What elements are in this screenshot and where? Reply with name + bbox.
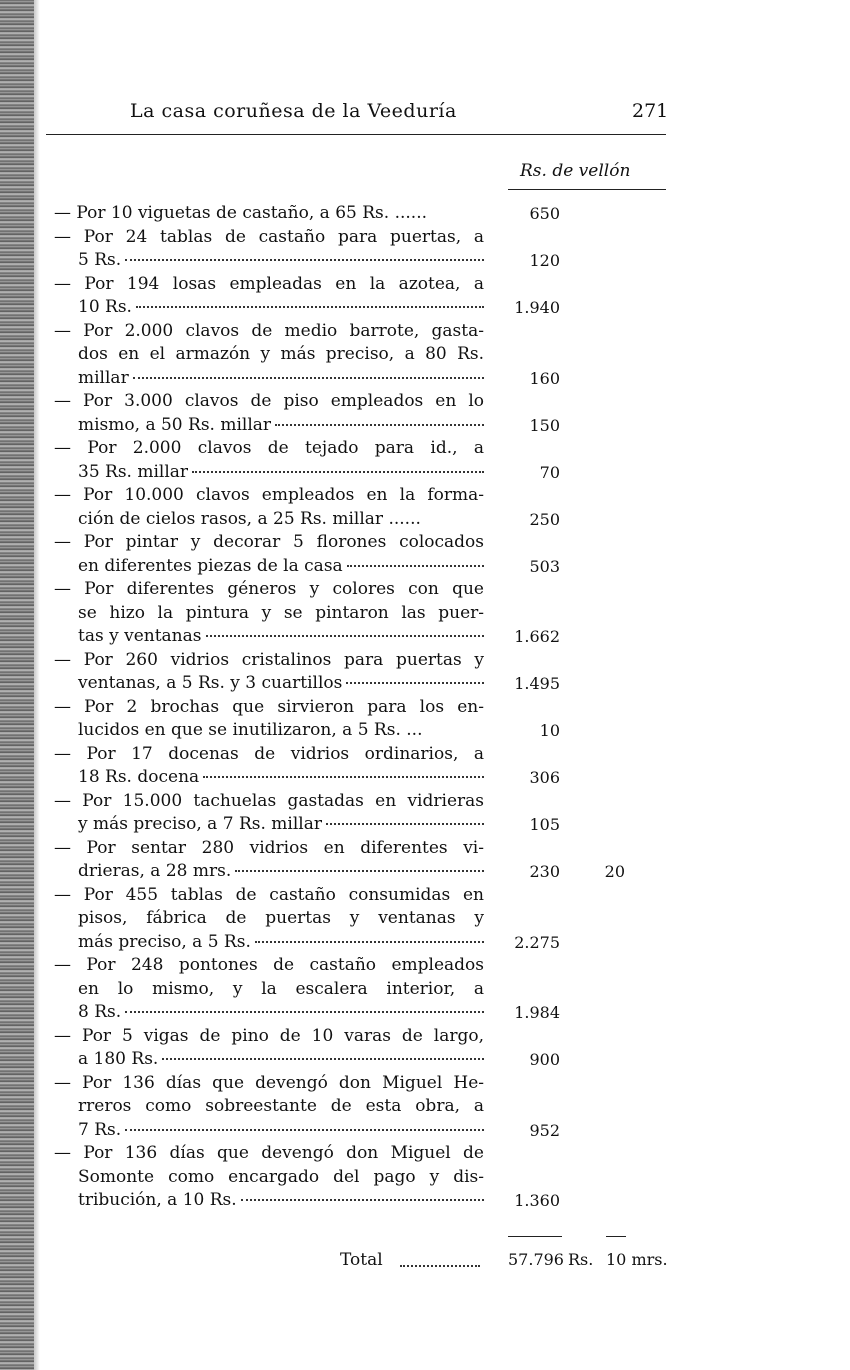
- entry-line-with-leader: [54, 1001, 484, 1025]
- entry-text: — Por 10.000 clavos empleados en la forma-: [54, 485, 484, 505]
- total-label: Total: [340, 1250, 383, 1270]
- entry-text: — Por 248 pontones de castaño empleados: [54, 955, 484, 975]
- dot-leader: [235, 869, 484, 872]
- expense-entry: [54, 1142, 484, 1213]
- entry-text: 8 Rs.: [78, 1002, 122, 1022]
- dot-leader: [347, 564, 484, 567]
- expense-entry: [54, 578, 484, 649]
- entry-text: dos en el armazón y más preciso, a 80 Rs.: [78, 344, 484, 364]
- expense-entry: [54, 390, 484, 437]
- expense-entry: [54, 202, 484, 226]
- total-rs-value: 57.796: [508, 1250, 564, 1269]
- entry-text: — Por sentar 280 vidrios en diferentes vi-: [54, 837, 484, 858]
- entry-text: lucidos en que se inutilizaron, a 5 Rs. ...: [78, 720, 423, 740]
- entry-text: 5 Rs.: [78, 250, 122, 270]
- dot-leader: [162, 1057, 484, 1060]
- entry-line-with-leader: [54, 625, 484, 649]
- entry-text: — Por 2 brochas que sirvieron para los en-: [54, 696, 484, 717]
- entry-text: pisos, fábrica de puertas y ventanas y: [78, 908, 484, 928]
- expense-entry: [54, 743, 484, 790]
- entry-text: en diferentes piezas de la casa: [78, 555, 343, 576]
- entry-amount-rs: 650: [529, 204, 560, 223]
- entry-line-with-leader: [54, 296, 484, 320]
- entry-text: ventanas, a 5 Rs. y 3 cuartillos: [78, 673, 343, 693]
- entry-amount-rs: 105: [529, 815, 560, 834]
- expense-entry: [54, 837, 484, 884]
- entry-text: — Por 3.000 clavos de piso empleados en lo: [54, 391, 484, 411]
- entry-text: rreros como sobreestante de esta obra, a: [78, 1096, 484, 1116]
- entry-line-with-leader: [54, 1189, 484, 1213]
- entry-amount-rs: 230: [529, 862, 560, 881]
- entry-text: ción de cielos rasos, a 25 Rs. millar ......: [78, 508, 421, 529]
- dot-leader: [203, 775, 484, 778]
- entry-text: — Por 15.000 tachuelas gastadas en vidrieras: [54, 790, 484, 811]
- entry-line-with-leader: [54, 1048, 484, 1072]
- expense-entry: [54, 954, 484, 1025]
- entry-text: — Por diferentes géneros y colores con que: [54, 579, 484, 599]
- entry-amount-rs: 1.495: [514, 674, 560, 693]
- entry-amount-rs: 150: [529, 415, 560, 435]
- expense-entry: [54, 696, 484, 743]
- header-rule: [46, 134, 666, 135]
- entry-line-with-leader: [54, 1119, 484, 1143]
- entry-text: 18 Rs. docena: [78, 767, 200, 787]
- entry-text: — Por 136 días que devengó don Miguel de: [54, 1143, 484, 1163]
- total-dot-leader: [400, 1265, 480, 1267]
- dot-leader: [136, 305, 484, 308]
- expense-entry: [54, 226, 484, 273]
- dot-leader: [125, 1128, 484, 1131]
- entry-amount-rs: 120: [529, 251, 560, 270]
- entry-text: — Por 260 vidrios cristalinos para puertas y: [54, 649, 484, 670]
- entry-text: tribución, a 10 Rs.: [78, 1190, 237, 1210]
- entry-amount-rs: 1.940: [514, 298, 560, 317]
- total-mrs-value: 10 mrs.: [606, 1250, 668, 1269]
- entry-amount-rs: 900: [529, 1050, 560, 1069]
- entry-amount-rs: 1.662: [514, 627, 560, 646]
- entry-amount-rs: 952: [529, 1120, 560, 1140]
- entry-text: Somonte como encargado del pago y dis-: [78, 1166, 484, 1187]
- entry-amount-rs: 1.984: [514, 1003, 560, 1022]
- expense-entry: [54, 484, 484, 531]
- entry-amount-rs: 160: [529, 368, 560, 388]
- column-heading-rule: [508, 189, 666, 190]
- dot-leader: [192, 470, 484, 473]
- entry-text: — Por 24 tablas de castaño para puertas, a: [54, 226, 484, 247]
- dot-leader: [125, 1010, 484, 1013]
- entry-line-with-leader: [54, 555, 484, 579]
- entry-amount-mrs: 20: [604, 862, 625, 881]
- entry-text: tas y ventanas: [78, 626, 202, 646]
- entry-text: — Por 2.000 clavos de tejado para id., a: [54, 438, 484, 458]
- entry-text: se hizo la pintura y se pintaron las puer-: [78, 602, 484, 623]
- total-rs-unit: Rs.: [568, 1250, 594, 1269]
- column-heading: Rs. de vellón: [520, 161, 631, 181]
- running-title: La casa coruñesa de la Veeduría: [130, 100, 457, 122]
- entry-line-with-leader: [54, 414, 484, 438]
- entry-amount-rs: 1.360: [514, 1191, 560, 1210]
- expense-entry: [54, 884, 484, 955]
- entry-text: — Por 17 docenas de vidrios ordinarios, a: [54, 743, 484, 764]
- entry-text: — Por 10 viguetas de castaño, a 65 Rs. ......: [54, 203, 427, 223]
- entry-amount-rs: 70: [539, 462, 560, 482]
- entry-text: mismo, a 50 Rs. millar: [78, 414, 272, 435]
- entry-text: 10 Rs.: [78, 297, 132, 317]
- entry-text: — Por 194 losas empleadas en la azotea, a: [54, 273, 484, 294]
- sum-rule-mrs: [606, 1236, 626, 1237]
- book-spine-edge: [0, 0, 34, 1370]
- entry-text: — Por 2.000 clavos de medio barrote, gasta-: [54, 320, 484, 341]
- expense-entry: [54, 1072, 484, 1143]
- entry-line-with-leader: [54, 249, 484, 273]
- entry-amount-rs: 10: [539, 721, 560, 740]
- entry-line-with-leader: [54, 813, 484, 837]
- expense-entry: [54, 437, 484, 484]
- dot-leader: [326, 822, 484, 825]
- expense-entry: [54, 1025, 484, 1072]
- entry-text: — Por 455 tablas de castaño consumidas en: [54, 884, 484, 905]
- dot-leader: [241, 1198, 484, 1201]
- entry-text: a 180 Rs.: [78, 1049, 159, 1069]
- expense-entry: [54, 320, 484, 391]
- entry-text: más preciso, a 5 Rs.: [78, 931, 251, 952]
- dot-leader: [275, 423, 484, 426]
- entry-text: — Por pintar y decorar 5 florones colocados: [54, 532, 484, 552]
- entry-line-with-leader: [54, 766, 484, 790]
- entry-amount-rs: 2.275: [514, 932, 560, 952]
- entry-text: en lo mismo, y la escalera interior, a: [78, 978, 484, 999]
- entry-line-with-leader: [54, 931, 484, 955]
- sum-rule-rs: [508, 1236, 562, 1237]
- entry-text: drieras, a 28 mrs.: [78, 861, 232, 881]
- page-number: 271: [632, 100, 669, 122]
- entry-amount-rs: 503: [529, 556, 560, 576]
- entry-line-with-leader: [54, 461, 484, 485]
- dot-leader: [346, 681, 484, 684]
- entry-text: — Por 5 vigas de pino de 10 varas de largo,: [54, 1025, 484, 1046]
- expense-entry: [54, 531, 484, 578]
- dot-leader: [255, 940, 484, 943]
- entry-amount-rs: 250: [529, 509, 560, 529]
- expense-entry: [54, 790, 484, 837]
- entry-line-with-leader: [54, 367, 484, 391]
- entry-text: 35 Rs. millar: [78, 461, 189, 482]
- entry-line-with-leader: [54, 860, 484, 884]
- entry-line-with-leader: [54, 672, 484, 696]
- dot-leader: [133, 376, 484, 379]
- expense-entry: [54, 273, 484, 320]
- expense-entry: [54, 649, 484, 696]
- entry-text: — Por 136 días que devengó don Miguel He-: [54, 1072, 484, 1093]
- dot-leader: [125, 258, 484, 261]
- dot-leader: [206, 634, 485, 637]
- entry-text: y más preciso, a 7 Rs. millar: [78, 814, 322, 834]
- entry-amount-rs: 306: [529, 768, 560, 787]
- entry-text: millar: [78, 367, 129, 388]
- entry-text: 7 Rs.: [78, 1119, 122, 1140]
